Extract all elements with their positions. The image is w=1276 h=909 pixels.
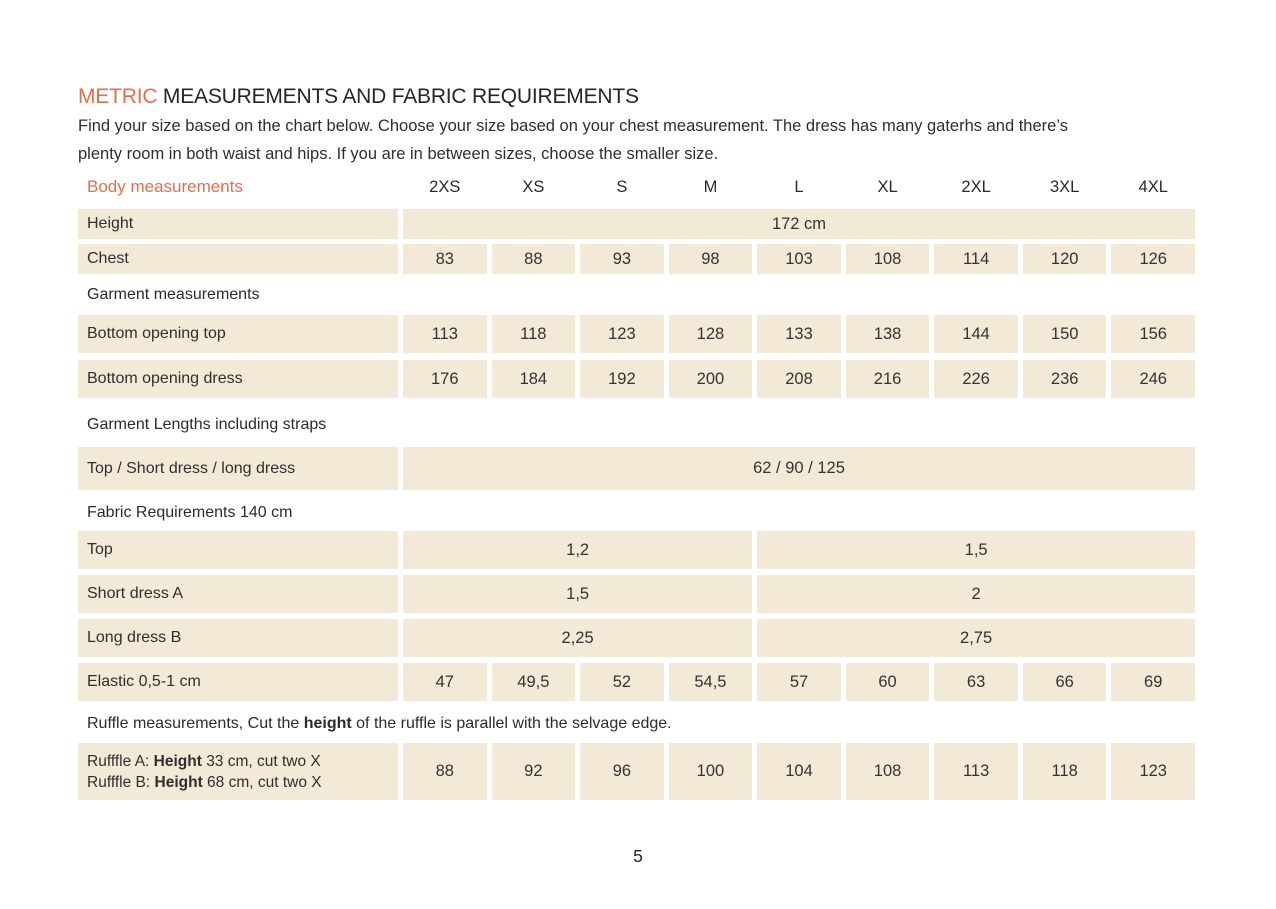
row-label-elastic: Elastic 0,5-1 cm	[78, 663, 398, 701]
row-label-ruffle	[78, 743, 398, 800]
table-row-ruffle	[78, 743, 1195, 800]
body-measurements-heading: Body measurements	[87, 177, 243, 196]
long-dress-small-cell: 2,25	[403, 619, 752, 657]
chest-cell: 88	[492, 244, 576, 274]
bottom-dress-cell: 216	[846, 360, 930, 398]
long-dress-large-cell: 2,75	[757, 619, 1195, 657]
fabric-top-large-cell: 1,5	[757, 531, 1195, 569]
row-label-bottom-opening-dress: Bottom opening dress	[78, 360, 398, 398]
section-fabric-requirements: Fabric Requirements 140 cm	[87, 504, 293, 521]
ruffle-cell: 118	[1023, 743, 1107, 800]
chest-cell: 120	[1023, 244, 1107, 274]
chest-cell: 98	[669, 244, 753, 274]
size-col-xl: XL	[877, 177, 898, 196]
elastic-cell: 69	[1111, 663, 1195, 701]
table-row-lengths	[78, 447, 1195, 490]
bottom-top-cell: 123	[580, 315, 664, 353]
intro-line-2: plenty room in both waist and hips. If you are in between sizes, choose the smaller size.	[78, 144, 719, 163]
bottom-dress-cell: 236	[1023, 360, 1107, 398]
page-number: 5	[633, 846, 643, 866]
size-col-2xl: 2XL	[961, 177, 991, 196]
table-row-elastic	[78, 663, 1195, 701]
ruffle-note-prefix: Ruffle measurements, Cut the	[87, 715, 300, 732]
size-col-s: S	[616, 177, 628, 196]
size-header-row	[78, 174, 1195, 200]
short-dress-large-cell: 2	[757, 575, 1195, 613]
ruffle-note-bold: height	[303, 715, 352, 732]
size-col-2xs: 2XS	[429, 177, 461, 196]
fabric-top-small-cell: 1,2	[403, 531, 752, 569]
bottom-top-cell: 138	[846, 315, 930, 353]
bottom-top-cell: 150	[1023, 315, 1107, 353]
ruffle-cell: 108	[846, 743, 930, 800]
elastic-cell: 60	[846, 663, 930, 701]
bottom-dress-cell: 184	[492, 360, 576, 398]
title-highlight: METRIC	[78, 85, 158, 108]
elastic-cell: 49,5	[492, 663, 576, 701]
section-garment-lengths: Garment Lengths including straps	[87, 416, 327, 433]
bottom-top-cell: 144	[934, 315, 1018, 353]
bottom-top-cell: 113	[403, 315, 487, 353]
size-col-4xl: 4XL	[1138, 177, 1168, 196]
row-label-bottom-opening-top: Bottom opening top	[78, 315, 398, 353]
chest-cell: 126	[1111, 244, 1195, 274]
bottom-dress-cell: 208	[757, 360, 841, 398]
short-dress-small-cell: 1,5	[403, 575, 752, 613]
size-col-l: L	[794, 177, 804, 196]
page-title	[78, 85, 1195, 109]
table-row-fabric-top	[78, 531, 1195, 569]
row-label-long-dress-b: Long dress B	[78, 619, 398, 657]
chest-cell: 103	[757, 244, 841, 274]
elastic-cell: 52	[580, 663, 664, 701]
section-garment-measurements: Garment measurements	[87, 286, 260, 303]
ruffle-cell: 113	[934, 743, 1018, 800]
table-row-chest	[78, 244, 1195, 274]
table-row-height	[78, 209, 1195, 239]
lengths-value-cell: 62 / 90 / 125	[403, 447, 1195, 490]
height-value-cell: 172 cm	[403, 209, 1195, 239]
size-col-m: M	[703, 177, 718, 196]
row-label-height: Height	[78, 209, 398, 239]
table-row-fabric-long-dress	[78, 619, 1195, 657]
ruffle-cell: 96	[580, 743, 664, 800]
size-col-xs: XS	[522, 177, 545, 196]
bottom-dress-cell: 200	[669, 360, 753, 398]
bottom-dress-cell: 192	[580, 360, 664, 398]
size-table	[78, 174, 1195, 800]
ruffle-cell: 88	[403, 743, 487, 800]
intro-paragraph	[78, 113, 1195, 168]
elastic-cell: 57	[757, 663, 841, 701]
ruffle-b-label: Rufffle B: Height 68 cm, cut two X	[87, 773, 322, 791]
page-content	[78, 85, 1195, 800]
bottom-top-cell: 118	[492, 315, 576, 353]
row-label-chest: Chest	[78, 244, 398, 274]
chest-cell: 114	[934, 244, 1018, 274]
ruffle-note	[78, 715, 1195, 733]
row-label-short-dress-a: Short dress A	[78, 575, 398, 613]
bottom-top-cell: 156	[1111, 315, 1195, 353]
ruffle-a-label: Rufffle A: Height 33 cm, cut two X	[87, 752, 321, 770]
table-row-fabric-short-dress	[78, 575, 1195, 613]
chest-cell: 108	[846, 244, 930, 274]
elastic-cell: 63	[934, 663, 1018, 701]
bottom-dress-cell: 246	[1111, 360, 1195, 398]
ruffle-note-suffix: of the ruffle is parallel with the selvage edge.	[356, 715, 672, 732]
ruffle-cell: 104	[757, 743, 841, 800]
elastic-cell: 47	[403, 663, 487, 701]
elastic-cell: 54,5	[669, 663, 753, 701]
ruffle-cell: 123	[1111, 743, 1195, 800]
size-col-3xl: 3XL	[1049, 177, 1080, 196]
bottom-top-cell: 128	[669, 315, 753, 353]
elastic-cell: 66	[1023, 663, 1107, 701]
chest-cell: 83	[403, 244, 487, 274]
row-label-lengths: Top / Short dress / long dress	[78, 447, 398, 490]
chest-cell: 93	[580, 244, 664, 274]
title-rest: MEASUREMENTS AND FABRIC REQUIREMENTS	[157, 85, 639, 108]
bottom-dress-cell: 226	[934, 360, 1018, 398]
bottom-dress-cell: 176	[403, 360, 487, 398]
row-label-fabric-top: Top	[78, 531, 398, 569]
ruffle-cell: 92	[492, 743, 576, 800]
table-row-bottom-opening-dress	[78, 360, 1195, 398]
table-row-bottom-opening-top	[78, 315, 1195, 353]
bottom-top-cell: 133	[757, 315, 841, 353]
intro-line-1: Find your size based on the chart below. Choose your size based on your chest measurement. The dress has many gaterhs and there’s	[78, 117, 1068, 135]
ruffle-cell: 100	[669, 743, 753, 800]
